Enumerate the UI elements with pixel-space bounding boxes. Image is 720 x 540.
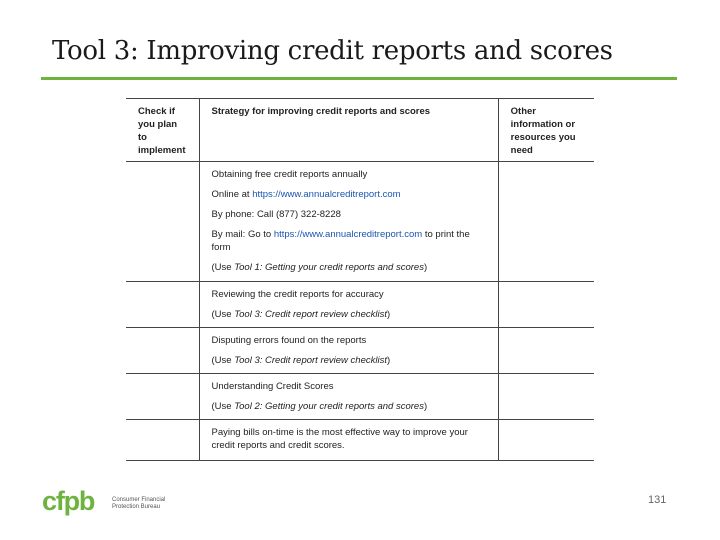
strategy-line: Understanding Credit Scores: [211, 381, 334, 392]
strategy-line: Reviewing the credit reports for accuracy: [211, 289, 384, 300]
strategy-line: Paying bills on-time is the most effective way to improve your credit reports and credit scores.: [211, 427, 468, 451]
strategy-cell: [199, 328, 498, 374]
header-other: Other information or resources you need: [498, 99, 594, 162]
table-row: [126, 162, 594, 282]
other-cell[interactable]: [498, 328, 594, 374]
annualcreditreport-link[interactable]: https://www.annualcreditreport.com: [252, 189, 401, 200]
other-cell[interactable]: [498, 420, 594, 461]
table-row: [126, 328, 594, 374]
other-cell[interactable]: [498, 282, 594, 328]
table-row: [126, 282, 594, 328]
check-cell[interactable]: [126, 282, 199, 328]
annualcreditreport-link[interactable]: https://www.annualcreditreport.com: [273, 229, 423, 240]
cfpb-logo: [42, 488, 165, 520]
table-header-row: [126, 99, 594, 162]
strategy-cell: [199, 282, 498, 328]
strategy-cell: [199, 420, 498, 461]
cfpb-logo-text: [112, 497, 165, 512]
strategy-cell: [199, 162, 498, 282]
logo-line-1: Consumer Financial: [112, 496, 166, 503]
strategy-line: (Use Tool 1: Getting your credit reports and scores): [211, 262, 428, 273]
strategy-line: By phone: Call (877) 322-8228: [211, 209, 341, 220]
strategy-line: (Use Tool 3: Credit report review checklist): [211, 309, 391, 320]
table-row: [126, 420, 594, 461]
strategy-table: [126, 98, 594, 461]
page-number: 131: [648, 494, 667, 506]
strategy-line: (Use Tool 3: Credit report review checklist): [211, 355, 391, 366]
cfpb-logo-mark: [42, 488, 104, 520]
table-row: [126, 374, 594, 420]
strategy-cell: [199, 374, 498, 420]
logo-line-2: Protection Bureau: [112, 504, 161, 510]
check-cell[interactable]: [126, 420, 199, 461]
slide-title: Tool 3: Improving credit reports and scores: [52, 36, 613, 66]
check-cell[interactable]: [126, 162, 199, 282]
title-divider: [41, 77, 677, 80]
other-cell[interactable]: [498, 374, 594, 420]
check-cell[interactable]: [126, 328, 199, 374]
strategy-line: (Use Tool 2: Getting your credit reports and scores): [211, 401, 428, 412]
strategy-line: Disputing errors found on the reports: [211, 335, 367, 346]
cfpb-logo-wordmark: cfpb: [42, 488, 95, 516]
header-strategy: Strategy for improving credit reports and scores: [199, 99, 498, 162]
header-check: Check if you plan to implement: [126, 99, 199, 162]
other-cell[interactable]: [498, 162, 594, 282]
strategy-line: Online at https://www.annualcreditreport.com: [211, 189, 401, 200]
strategy-line: By mail: Go to https://www.annualcreditreport.com to print the form: [211, 229, 470, 253]
strategy-line: Obtaining free credit reports annually: [211, 169, 368, 180]
check-cell[interactable]: [126, 374, 199, 420]
